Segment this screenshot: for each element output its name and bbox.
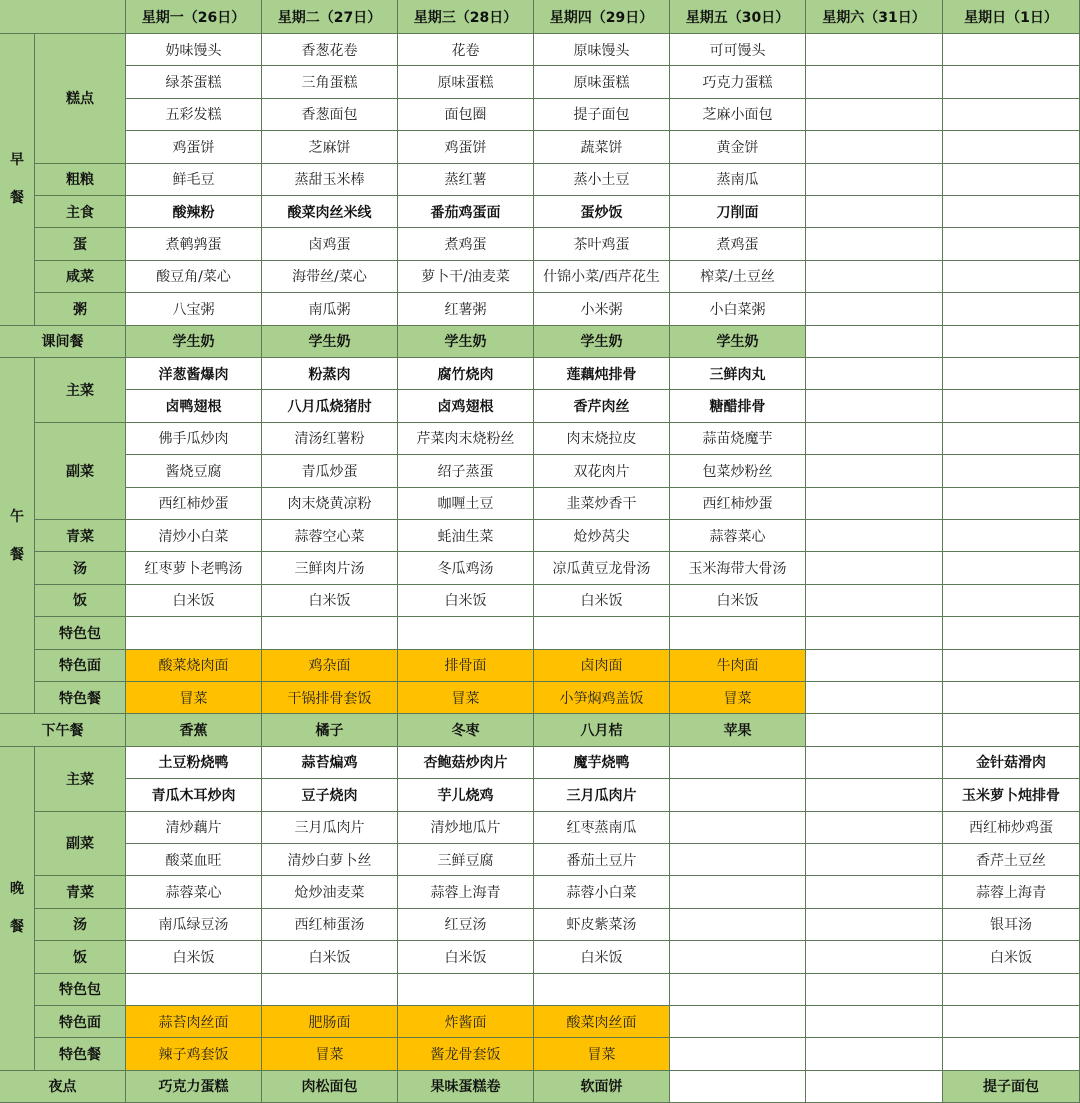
- menu-cell: [806, 488, 943, 520]
- menu-cell: 蒸红薯: [398, 164, 534, 196]
- menu-cell: [670, 909, 806, 941]
- menu-cell: 清炒白萝卜丝: [262, 844, 398, 876]
- menu-cell: [943, 585, 1080, 617]
- menu-cell: 番茄鸡蛋面: [398, 196, 534, 228]
- menu-cell: 蒸甜玉米棒: [262, 164, 398, 196]
- menu-cell: [806, 326, 943, 358]
- meal-label-text: 晚餐: [10, 881, 24, 936]
- menu-cell: [398, 617, 534, 649]
- menu-cell: 清炒藕片: [126, 812, 262, 844]
- menu-cell: [943, 682, 1080, 714]
- menu-cell: [943, 326, 1080, 358]
- menu-cell: 银耳汤: [943, 909, 1080, 941]
- menu-cell: 蒸南瓜: [670, 164, 806, 196]
- menu-cell: 白米饭: [398, 585, 534, 617]
- menu-cell: [943, 650, 1080, 682]
- menu-cell: 香芹土豆丝: [943, 844, 1080, 876]
- category-label: 特色面: [35, 650, 126, 682]
- menu-cell: 蒜蓉菜心: [670, 520, 806, 552]
- meal-label-text: 早餐: [10, 152, 24, 207]
- menu-cell: [806, 131, 943, 163]
- category-label: 特色面: [35, 1006, 126, 1038]
- menu-cell: [806, 779, 943, 811]
- menu-cell: [806, 1006, 943, 1038]
- menu-cell: 学生奶: [398, 326, 534, 358]
- category-label: 咸菜: [35, 261, 126, 293]
- menu-cell: 三鲜肉片汤: [262, 552, 398, 584]
- menu-cell: 西红柿蛋汤: [262, 909, 398, 941]
- menu-cell: 白米饭: [398, 941, 534, 973]
- menu-cell: 香葱花卷: [262, 34, 398, 66]
- menu-cell: 蛋炒饭: [534, 196, 670, 228]
- menu-cell: 肉末烧拉皮: [534, 423, 670, 455]
- menu-cell: 什锦小菜/西芹花生: [534, 261, 670, 293]
- menu-cell: 原味蛋糕: [398, 66, 534, 98]
- menu-cell: 三月瓜肉片: [262, 812, 398, 844]
- menu-cell: 炝炒油麦菜: [262, 876, 398, 908]
- menu-cell: [398, 974, 534, 1006]
- menu-cell: [943, 164, 1080, 196]
- menu-cell: 玉米海带大骨汤: [670, 552, 806, 584]
- menu-cell: 刀削面: [670, 196, 806, 228]
- menu-cell: [670, 844, 806, 876]
- menu-cell: 豆子烧肉: [262, 779, 398, 811]
- menu-cell: 冒菜: [262, 1038, 398, 1070]
- menu-cell: [262, 617, 398, 649]
- menu-cell: [806, 974, 943, 1006]
- menu-cell: 白米饭: [534, 585, 670, 617]
- menu-cell: 果味蛋糕卷: [398, 1071, 534, 1103]
- menu-cell: 干锅排骨套饭: [262, 682, 398, 714]
- menu-cell: [126, 617, 262, 649]
- menu-cell: 蒜蓉上海青: [943, 876, 1080, 908]
- menu-cell: [670, 812, 806, 844]
- menu-cell: 小笋焖鸡盖饭: [534, 682, 670, 714]
- menu-cell: 红枣萝卜老鸭汤: [126, 552, 262, 584]
- menu-cell: 红薯粥: [398, 293, 534, 325]
- menu-cell: [670, 779, 806, 811]
- menu-cell: [126, 974, 262, 1006]
- menu-cell: 冬瓜鸡汤: [398, 552, 534, 584]
- menu-cell: [670, 941, 806, 973]
- menu-cell: 青瓜木耳炒肉: [126, 779, 262, 811]
- header-corner: [0, 0, 126, 34]
- menu-cell: 芹菜肉末烧粉丝: [398, 423, 534, 455]
- menu-cell: [670, 876, 806, 908]
- day-header: 星期二（27日）: [262, 0, 398, 34]
- category-label: 主菜: [35, 358, 126, 423]
- category-label: 糕点: [35, 34, 126, 164]
- menu-cell: 西红柿炒鸡蛋: [943, 812, 1080, 844]
- menu-cell: 黄金饼: [670, 131, 806, 163]
- menu-cell: 蔬菜饼: [534, 131, 670, 163]
- category-label: 主食: [35, 196, 126, 228]
- menu-cell: [670, 974, 806, 1006]
- menu-cell: [943, 293, 1080, 325]
- menu-cell: [806, 909, 943, 941]
- menu-cell: [943, 196, 1080, 228]
- menu-cell: 蒜蓉上海青: [398, 876, 534, 908]
- menu-cell: [806, 358, 943, 390]
- menu-cell: [943, 358, 1080, 390]
- menu-cell: 芝麻小面包: [670, 99, 806, 131]
- day-header: 星期三（28日）: [398, 0, 534, 34]
- menu-cell: 酱龙骨套饭: [398, 1038, 534, 1070]
- menu-cell: 清炒小白菜: [126, 520, 262, 552]
- menu-cell: 肉末烧黄凉粉: [262, 488, 398, 520]
- menu-cell: 冬枣: [398, 714, 534, 746]
- menu-cell: 花卷: [398, 34, 534, 66]
- menu-cell: [806, 552, 943, 584]
- menu-cell: 糖醋排骨: [670, 390, 806, 422]
- menu-cell: [943, 1006, 1080, 1038]
- menu-cell: [806, 196, 943, 228]
- menu-cell: 炝炒莴尖: [534, 520, 670, 552]
- menu-cell: [806, 228, 943, 260]
- menu-cell: 三月瓜肉片: [534, 779, 670, 811]
- menu-cell: 鸡杂面: [262, 650, 398, 682]
- menu-cell: 粉蒸肉: [262, 358, 398, 390]
- menu-cell: 学生奶: [670, 326, 806, 358]
- menu-cell: [943, 131, 1080, 163]
- menu-cell: 奶味馒头: [126, 34, 262, 66]
- category-label: 副菜: [35, 812, 126, 877]
- menu-cell: 排骨面: [398, 650, 534, 682]
- menu-cell: [806, 1071, 943, 1103]
- meal-label: 课间餐: [0, 326, 126, 358]
- category-label: 饭: [35, 941, 126, 973]
- menu-cell: [806, 585, 943, 617]
- menu-cell: [806, 390, 943, 422]
- menu-cell: [806, 876, 943, 908]
- menu-cell: 红豆汤: [398, 909, 534, 941]
- menu-cell: [806, 99, 943, 131]
- category-label: 粥: [35, 293, 126, 325]
- menu-cell: 香芹肉丝: [534, 390, 670, 422]
- category-label: 汤: [35, 909, 126, 941]
- menu-cell: 卤肉面: [534, 650, 670, 682]
- menu-cell: 小白菜粥: [670, 293, 806, 325]
- menu-cell: 凉瓜黄豆龙骨汤: [534, 552, 670, 584]
- menu-cell: 蒜蓉空心菜: [262, 520, 398, 552]
- day-header: 星期六（31日）: [806, 0, 943, 34]
- menu-cell: 冒菜: [670, 682, 806, 714]
- menu-cell: [806, 844, 943, 876]
- menu-cell: 酸菜烧肉面: [126, 650, 262, 682]
- menu-cell: 鲜毛豆: [126, 164, 262, 196]
- menu-cell: 白米饭: [670, 585, 806, 617]
- menu-cell: [806, 941, 943, 973]
- menu-cell: [806, 520, 943, 552]
- menu-cell: 冒菜: [398, 682, 534, 714]
- category-label: 主菜: [35, 747, 126, 812]
- menu-cell: 酱烧豆腐: [126, 455, 262, 487]
- menu-cell: 卤鸡翅根: [398, 390, 534, 422]
- menu-cell: 鸡蛋饼: [126, 131, 262, 163]
- menu-cell: 白米饭: [943, 941, 1080, 973]
- menu-cell: 煮鸡蛋: [398, 228, 534, 260]
- menu-cell: 蒸小土豆: [534, 164, 670, 196]
- menu-cell: [943, 1038, 1080, 1070]
- menu-cell: [806, 455, 943, 487]
- menu-cell: 酸豆角/菜心: [126, 261, 262, 293]
- menu-cell: 蒜蓉小白菜: [534, 876, 670, 908]
- menu-cell: 佛手瓜炒肉: [126, 423, 262, 455]
- menu-cell: [943, 34, 1080, 66]
- menu-cell: 蒜苗烧魔芋: [670, 423, 806, 455]
- menu-cell: 面包圈: [398, 99, 534, 131]
- menu-cell: 酸菜血旺: [126, 844, 262, 876]
- day-header: 星期一（26日）: [126, 0, 262, 34]
- menu-cell: [806, 423, 943, 455]
- menu-cell: [943, 66, 1080, 98]
- menu-cell: 蒜苔肉丝面: [126, 1006, 262, 1038]
- meal-label: [0, 747, 35, 1071]
- menu-cell: [806, 617, 943, 649]
- menu-cell: [262, 974, 398, 1006]
- day-header: 星期五（30日）: [670, 0, 806, 34]
- menu-cell: 绍子蒸蛋: [398, 455, 534, 487]
- menu-cell: 绿茶蛋糕: [126, 66, 262, 98]
- menu-cell: 冒菜: [534, 1038, 670, 1070]
- menu-cell: 包菜炒粉丝: [670, 455, 806, 487]
- menu-cell: 鸡蛋饼: [398, 131, 534, 163]
- menu-cell: 香葱面包: [262, 99, 398, 131]
- menu-cell: 白米饭: [126, 585, 262, 617]
- menu-cell: 三角蛋糕: [262, 66, 398, 98]
- menu-cell: [806, 714, 943, 746]
- menu-cell: [943, 488, 1080, 520]
- menu-cell: 南瓜粥: [262, 293, 398, 325]
- menu-cell: 青瓜炒蛋: [262, 455, 398, 487]
- menu-cell: 辣子鸡套饭: [126, 1038, 262, 1070]
- category-label: 特色餐: [35, 1038, 126, 1070]
- menu-cell: 巧克力蛋糕: [126, 1071, 262, 1103]
- menu-cell: 杏鲍菇炒肉片: [398, 747, 534, 779]
- menu-cell: [943, 423, 1080, 455]
- menu-cell: 金针菇滑肉: [943, 747, 1080, 779]
- menu-cell: 肉松面包: [262, 1071, 398, 1103]
- menu-cell: 煮鸡蛋: [670, 228, 806, 260]
- meal-label: 夜点: [0, 1071, 126, 1103]
- menu-cell: 软面饼: [534, 1071, 670, 1103]
- menu-cell: [943, 261, 1080, 293]
- menu-cell: 清汤红薯粉: [262, 423, 398, 455]
- menu-cell: [534, 617, 670, 649]
- menu-cell: 八宝粥: [126, 293, 262, 325]
- menu-cell: 煮鹌鹑蛋: [126, 228, 262, 260]
- menu-cell: [806, 293, 943, 325]
- meal-label: [0, 34, 35, 326]
- menu-cell: 小米粥: [534, 293, 670, 325]
- menu-cell: 学生奶: [262, 326, 398, 358]
- menu-cell: [943, 455, 1080, 487]
- menu-cell: 五彩发糕: [126, 99, 262, 131]
- menu-cell: 学生奶: [126, 326, 262, 358]
- menu-cell: 莲藕炖排骨: [534, 358, 670, 390]
- menu-cell: 提子面包: [943, 1071, 1080, 1103]
- category-label: 粗粮: [35, 164, 126, 196]
- menu-cell: 番茄土豆片: [534, 844, 670, 876]
- menu-cell: 芝麻饼: [262, 131, 398, 163]
- menu-cell: [806, 812, 943, 844]
- menu-cell: 魔芋烧鸭: [534, 747, 670, 779]
- category-label: 特色餐: [35, 682, 126, 714]
- menu-cell: 卤鸭翅根: [126, 390, 262, 422]
- menu-cell: 茶叶鸡蛋: [534, 228, 670, 260]
- menu-cell: 肥肠面: [262, 1006, 398, 1038]
- category-label: 特色包: [35, 974, 126, 1006]
- menu-cell: 学生奶: [534, 326, 670, 358]
- menu-cell: 白米饭: [534, 941, 670, 973]
- menu-cell: [943, 617, 1080, 649]
- menu-cell: [806, 650, 943, 682]
- menu-cell: [806, 1038, 943, 1070]
- menu-cell: 南瓜绿豆汤: [126, 909, 262, 941]
- category-label: 青菜: [35, 876, 126, 908]
- meal-label: [0, 358, 35, 714]
- menu-cell: [943, 99, 1080, 131]
- menu-cell: [806, 34, 943, 66]
- menu-cell: 韭菜炒香干: [534, 488, 670, 520]
- menu-cell: 八月桔: [534, 714, 670, 746]
- menu-cell: 西红柿炒蛋: [670, 488, 806, 520]
- menu-cell: [943, 390, 1080, 422]
- menu-cell: 苹果: [670, 714, 806, 746]
- menu-cell: 玉米萝卜炖排骨: [943, 779, 1080, 811]
- menu-cell: [670, 1071, 806, 1103]
- menu-cell: [943, 552, 1080, 584]
- menu-cell: [806, 66, 943, 98]
- menu-cell: 三鲜肉丸: [670, 358, 806, 390]
- menu-cell: 香蕉: [126, 714, 262, 746]
- category-label: 饭: [35, 585, 126, 617]
- menu-cell: [806, 164, 943, 196]
- menu-cell: 酸辣粉: [126, 196, 262, 228]
- category-label: 副菜: [35, 423, 126, 520]
- meal-label: 下午餐: [0, 714, 126, 746]
- category-label: 蛋: [35, 228, 126, 260]
- menu-cell: 三鲜豆腐: [398, 844, 534, 876]
- menu-cell: 清炒地瓜片: [398, 812, 534, 844]
- menu-cell: [943, 974, 1080, 1006]
- menu-cell: 蚝油生菜: [398, 520, 534, 552]
- menu-cell: [943, 228, 1080, 260]
- menu-cell: 咖喱土豆: [398, 488, 534, 520]
- menu-cell: 酸菜肉丝米线: [262, 196, 398, 228]
- meal-label-text: 午餐: [10, 508, 24, 563]
- menu-cell: 炸酱面: [398, 1006, 534, 1038]
- menu-cell: 原味蛋糕: [534, 66, 670, 98]
- menu-cell: 巧克力蛋糕: [670, 66, 806, 98]
- menu-cell: 萝卜干/油麦菜: [398, 261, 534, 293]
- menu-cell: 芋儿烧鸡: [398, 779, 534, 811]
- menu-cell: 白米饭: [262, 941, 398, 973]
- menu-cell: 牛肉面: [670, 650, 806, 682]
- menu-cell: 土豆粉烧鸭: [126, 747, 262, 779]
- menu-cell: [670, 1038, 806, 1070]
- menu-cell: [806, 261, 943, 293]
- day-header: 星期四（29日）: [534, 0, 670, 34]
- menu-cell: 红枣蒸南瓜: [534, 812, 670, 844]
- menu-cell: 八月瓜烧猪肘: [262, 390, 398, 422]
- menu-cell: 酸菜肉丝面: [534, 1006, 670, 1038]
- category-label: 汤: [35, 552, 126, 584]
- menu-cell: 冒菜: [126, 682, 262, 714]
- category-label: 青菜: [35, 520, 126, 552]
- menu-cell: 橘子: [262, 714, 398, 746]
- menu-cell: [806, 747, 943, 779]
- menu-cell: 榨菜/土豆丝: [670, 261, 806, 293]
- menu-cell: 双花肉片: [534, 455, 670, 487]
- menu-cell: 腐竹烧肉: [398, 358, 534, 390]
- menu-cell: 虾皮紫菜汤: [534, 909, 670, 941]
- menu-cell: 卤鸡蛋: [262, 228, 398, 260]
- menu-cell: [806, 682, 943, 714]
- menu-cell: 蒜蓉菜心: [126, 876, 262, 908]
- menu-cell: [670, 747, 806, 779]
- menu-cell: 蒜苔煸鸡: [262, 747, 398, 779]
- menu-cell: 海带丝/菜心: [262, 261, 398, 293]
- menu-cell: 原味馒头: [534, 34, 670, 66]
- menu-cell: [943, 714, 1080, 746]
- menu-cell: [670, 1006, 806, 1038]
- category-label: 特色包: [35, 617, 126, 649]
- menu-cell: 白米饭: [262, 585, 398, 617]
- menu-cell: 洋葱酱爆肉: [126, 358, 262, 390]
- menu-cell: 白米饭: [126, 941, 262, 973]
- menu-cell: [943, 520, 1080, 552]
- menu-cell: 西红柿炒蛋: [126, 488, 262, 520]
- menu-cell: 提子面包: [534, 99, 670, 131]
- menu-cell: 可可馒头: [670, 34, 806, 66]
- menu-cell: [534, 974, 670, 1006]
- menu-cell: [670, 617, 806, 649]
- day-header: 星期日（1日）: [943, 0, 1080, 34]
